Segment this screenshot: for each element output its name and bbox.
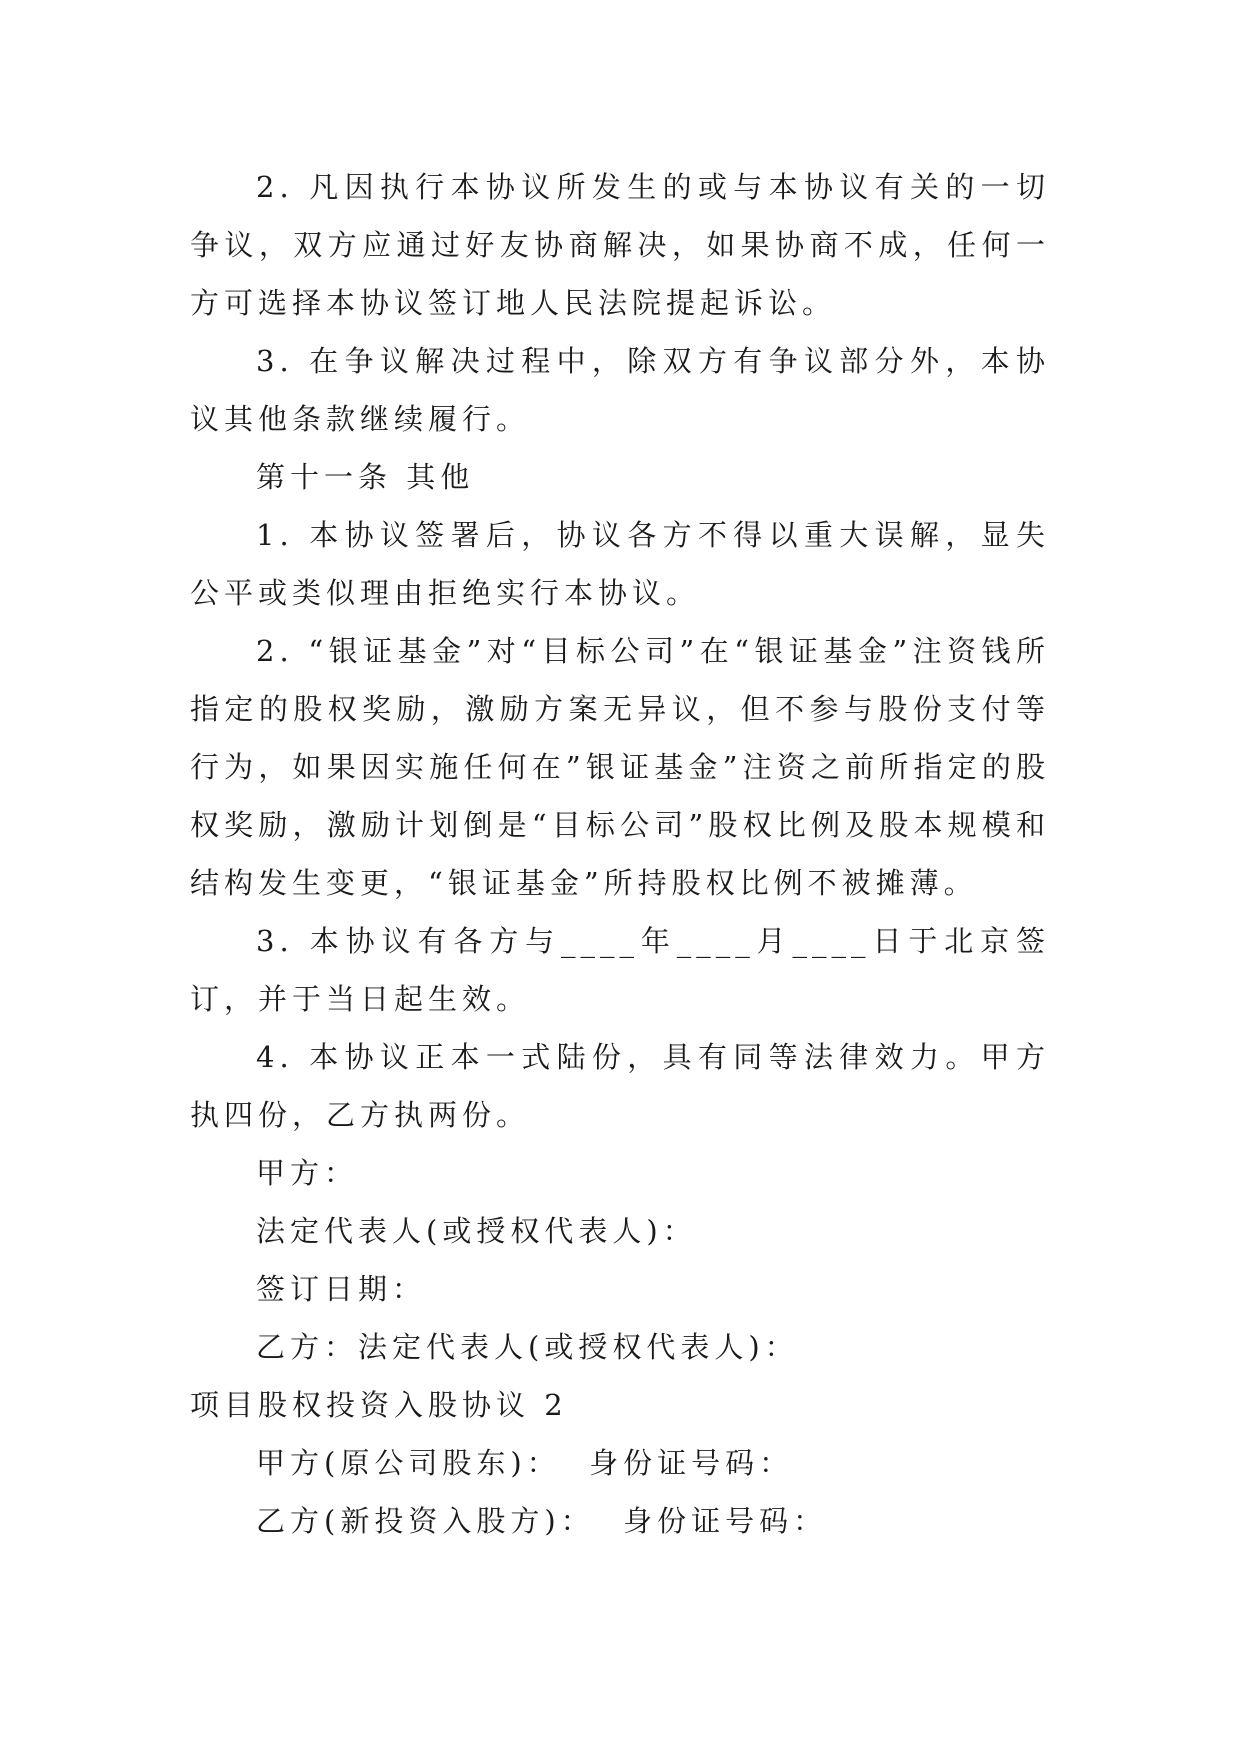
party-b-representative-label: 乙方：法定代表人(或授权代表人)： [256,1330,799,1364]
clause-10-item-3: 3. 在争议解决过程中，除双方有争议部分外，本协议其他条款继续履行。 [190,344,1050,436]
legal-representative-label: 法定代表人(或授权代表人)： [256,1214,697,1248]
clause-11-item-1: 1. 本协议签署后，协议各方不得以重大误解，显失公平或类似理由拒绝实行本协议。 [190,518,1050,610]
document-body [190,158,1050,1550]
clause-11-item-2: 2. “银证基金”对“目标公司”在“银证基金”注资钱所指定的股权奖励，激励方案无异议，但不参与股份支付等行为，如果因实施任何在”银证基金”注资之前所指定的股权奖励，激励计划倒是“目标公司”股权比例及股本规模和结构发生变更，“银证基金”所持股权比例不被摊薄。 [190,634,1050,900]
party-a-original-shareholder: 甲方(原公司股东)： 身份证号码： [256,1446,794,1480]
clause-11-item-3: 3. 本协议有各方与____年____月____日于北京签订，并于当日起生效。 [190,924,1050,1016]
section-title: 项目股权投资入股协议 2 [190,1388,568,1422]
clause-11-item-4: 4. 本协议正本一式陆份，具有同等法律效力。甲方执四份，乙方执两份。 [190,1040,1050,1132]
clause-10-item-2: 2. 凡因执行本协议所发生的或与本协议有关的一切争议，双方应通过好友协商解决，如果协商不成，任何一方可选择本协议签订地人民法院提起诉讼。 [190,170,1050,320]
party-a-label: 甲方： [256,1156,359,1190]
party-b-new-investor: 乙方(新投资入股方)： 身份证号码： [256,1504,828,1538]
signing-date-label: 签订日期： [256,1272,427,1306]
clause-11-heading: 第十一条 其他 [256,460,475,494]
